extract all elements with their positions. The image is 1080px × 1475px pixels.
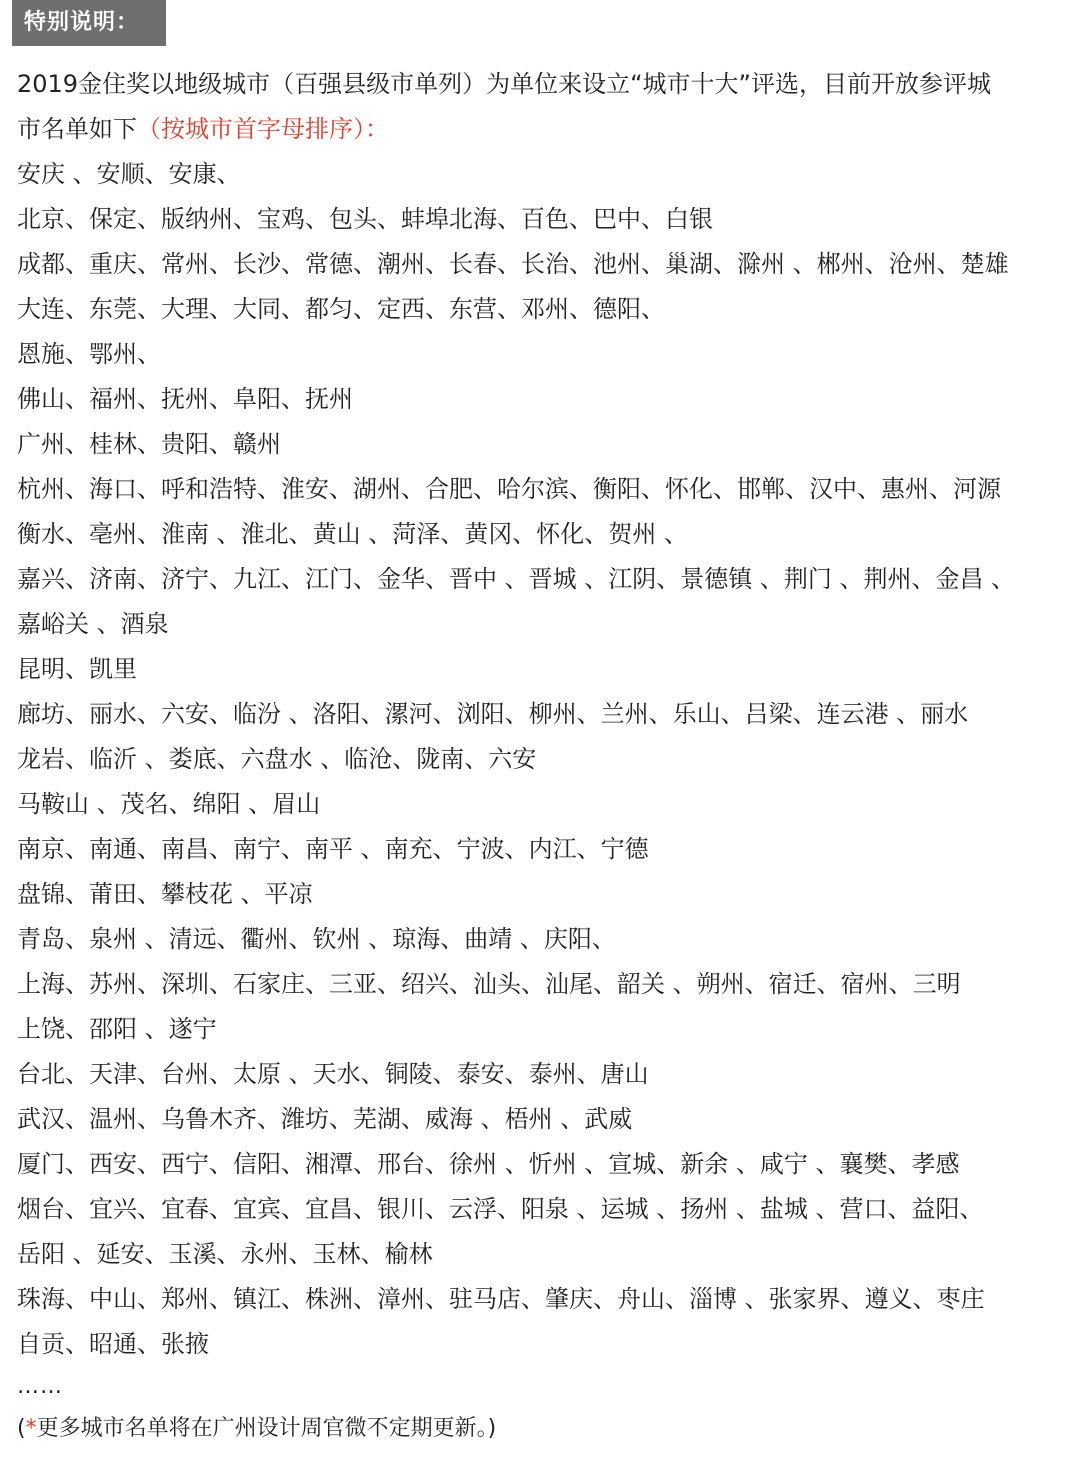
city-line: 龙岩、临沂 、娄底、六盘水 、临沧、陇南、六安 [17, 745, 537, 773]
city-line: 昆明、凯里 [17, 655, 137, 683]
city-line: 自贡、昭通、张掖 [17, 1330, 209, 1358]
city-line: 南京、南通、南昌、南宁、南平 、南充、宁波、内江、宁德 [17, 835, 649, 863]
city-line: 嘉峪关 、酒泉 [17, 610, 169, 638]
city-line: 厦门、西安、西宁、信阳、湘潭、邢台、徐州 、忻州 、宣城、新余 、咸宁 、襄樊、孝感 [17, 1150, 960, 1178]
city-line: 杭州、海口、呼和浩特、淮安、湖州、合肥、哈尔滨、衡阳、怀化、邯郸、汉中、惠州、河源 [17, 475, 1001, 503]
city-line: 嘉兴、济南、济宁、九江、江门、金华、晋中 、晋城 、江阴、景德镇 、荆门 、荆州、金昌 、 [17, 565, 1016, 593]
section-title-badge: 特别说明： [12, 0, 166, 46]
footnote-asterisk: * [25, 1416, 37, 1441]
ellipsis: …… [17, 1374, 63, 1399]
city-list [17, 152, 1067, 1367]
footnote [17, 1409, 1067, 1449]
city-line: 衡水、亳州、淮南 、淮北、黄山 、菏泽、黄冈、怀化、贺州 、 [17, 520, 688, 548]
city-line: 台北、天津、台州、太原 、天水、铜陵、泰安、泰州、唐山 [17, 1060, 649, 1088]
sort-order-note: （按城市首字母排序）： [137, 115, 389, 143]
city-line: 上海、苏州、深圳、石家庄、三亚、绍兴、汕头、汕尾、韶关 、朔州、宿迁、宿州、三明 [17, 970, 961, 998]
city-line: 上饶、邵阳 、遂宁 [17, 1015, 217, 1043]
city-line: 青岛、泉州 、清远、衢州、钦州 、琼海、曲靖 、庆阳、 [17, 925, 616, 953]
city-line: 北京、保定、版纳州、宝鸡、包头、蚌埠北海、百色、巴中、白银 [17, 205, 713, 233]
city-line: 岳阳 、延安、玉溪、永州、玉林、榆林 [17, 1240, 433, 1268]
city-line: 马鞍山 、茂名、绵阳 、眉山 [17, 790, 321, 818]
content-body [17, 62, 1067, 1449]
city-line: 安庆 、安顺、安康、 [17, 160, 241, 188]
city-line: 佛山、福州、抚州、阜阳、抚州 [17, 385, 353, 413]
city-line: 珠海、中山、郑州、镇江、株洲、漳州、驻马店、肇庆、舟山、淄博 、张家界、遵义、枣庄 [17, 1285, 985, 1313]
city-line: 恩施、鄂州、 [17, 340, 161, 368]
city-line: 武汉、温州、乌鲁木齐、潍坊、芜湖、威海 、梧州 、武威 [17, 1105, 633, 1133]
city-line: 广州、桂林、贵阳、赣州 [17, 430, 281, 458]
intro-text: 市名单如下 [17, 115, 137, 143]
footnote-open-paren: ( [17, 1416, 26, 1441]
city-line: 大连、东莞、大理、大同、都匀、定西、东营、邓州、德阳、 [17, 295, 665, 323]
footnote-text: 更多城市名单将在广州设计周官微不定期更新。) [36, 1416, 497, 1441]
city-line: 成都、重庆、常州、长沙、常德、潮州、长春、长治、池州、巢湖、滁州 、郴州、沧州、楚雄 [17, 250, 1009, 278]
city-line: 廊坊、丽水、六安、临汾 、洛阳、漯河、浏阳、柳州、兰州、乐山、吕梁、连云港 、丽水 [17, 700, 969, 728]
intro-line-1: 2019金住奖以地级城市（百强县级市单列）为单位来设立“城市十大”评选，目前开放参评城 [17, 70, 991, 98]
city-line: 盘锦、莆田、攀枝花 、平凉 [17, 880, 313, 908]
city-line: 烟台、宜兴、宜春、宜宾、宜昌、银川、云浮、阳泉 、运城 、扬州 、盐城 、营口、益阳、 [17, 1195, 984, 1223]
intro-line-2 [17, 107, 1067, 152]
